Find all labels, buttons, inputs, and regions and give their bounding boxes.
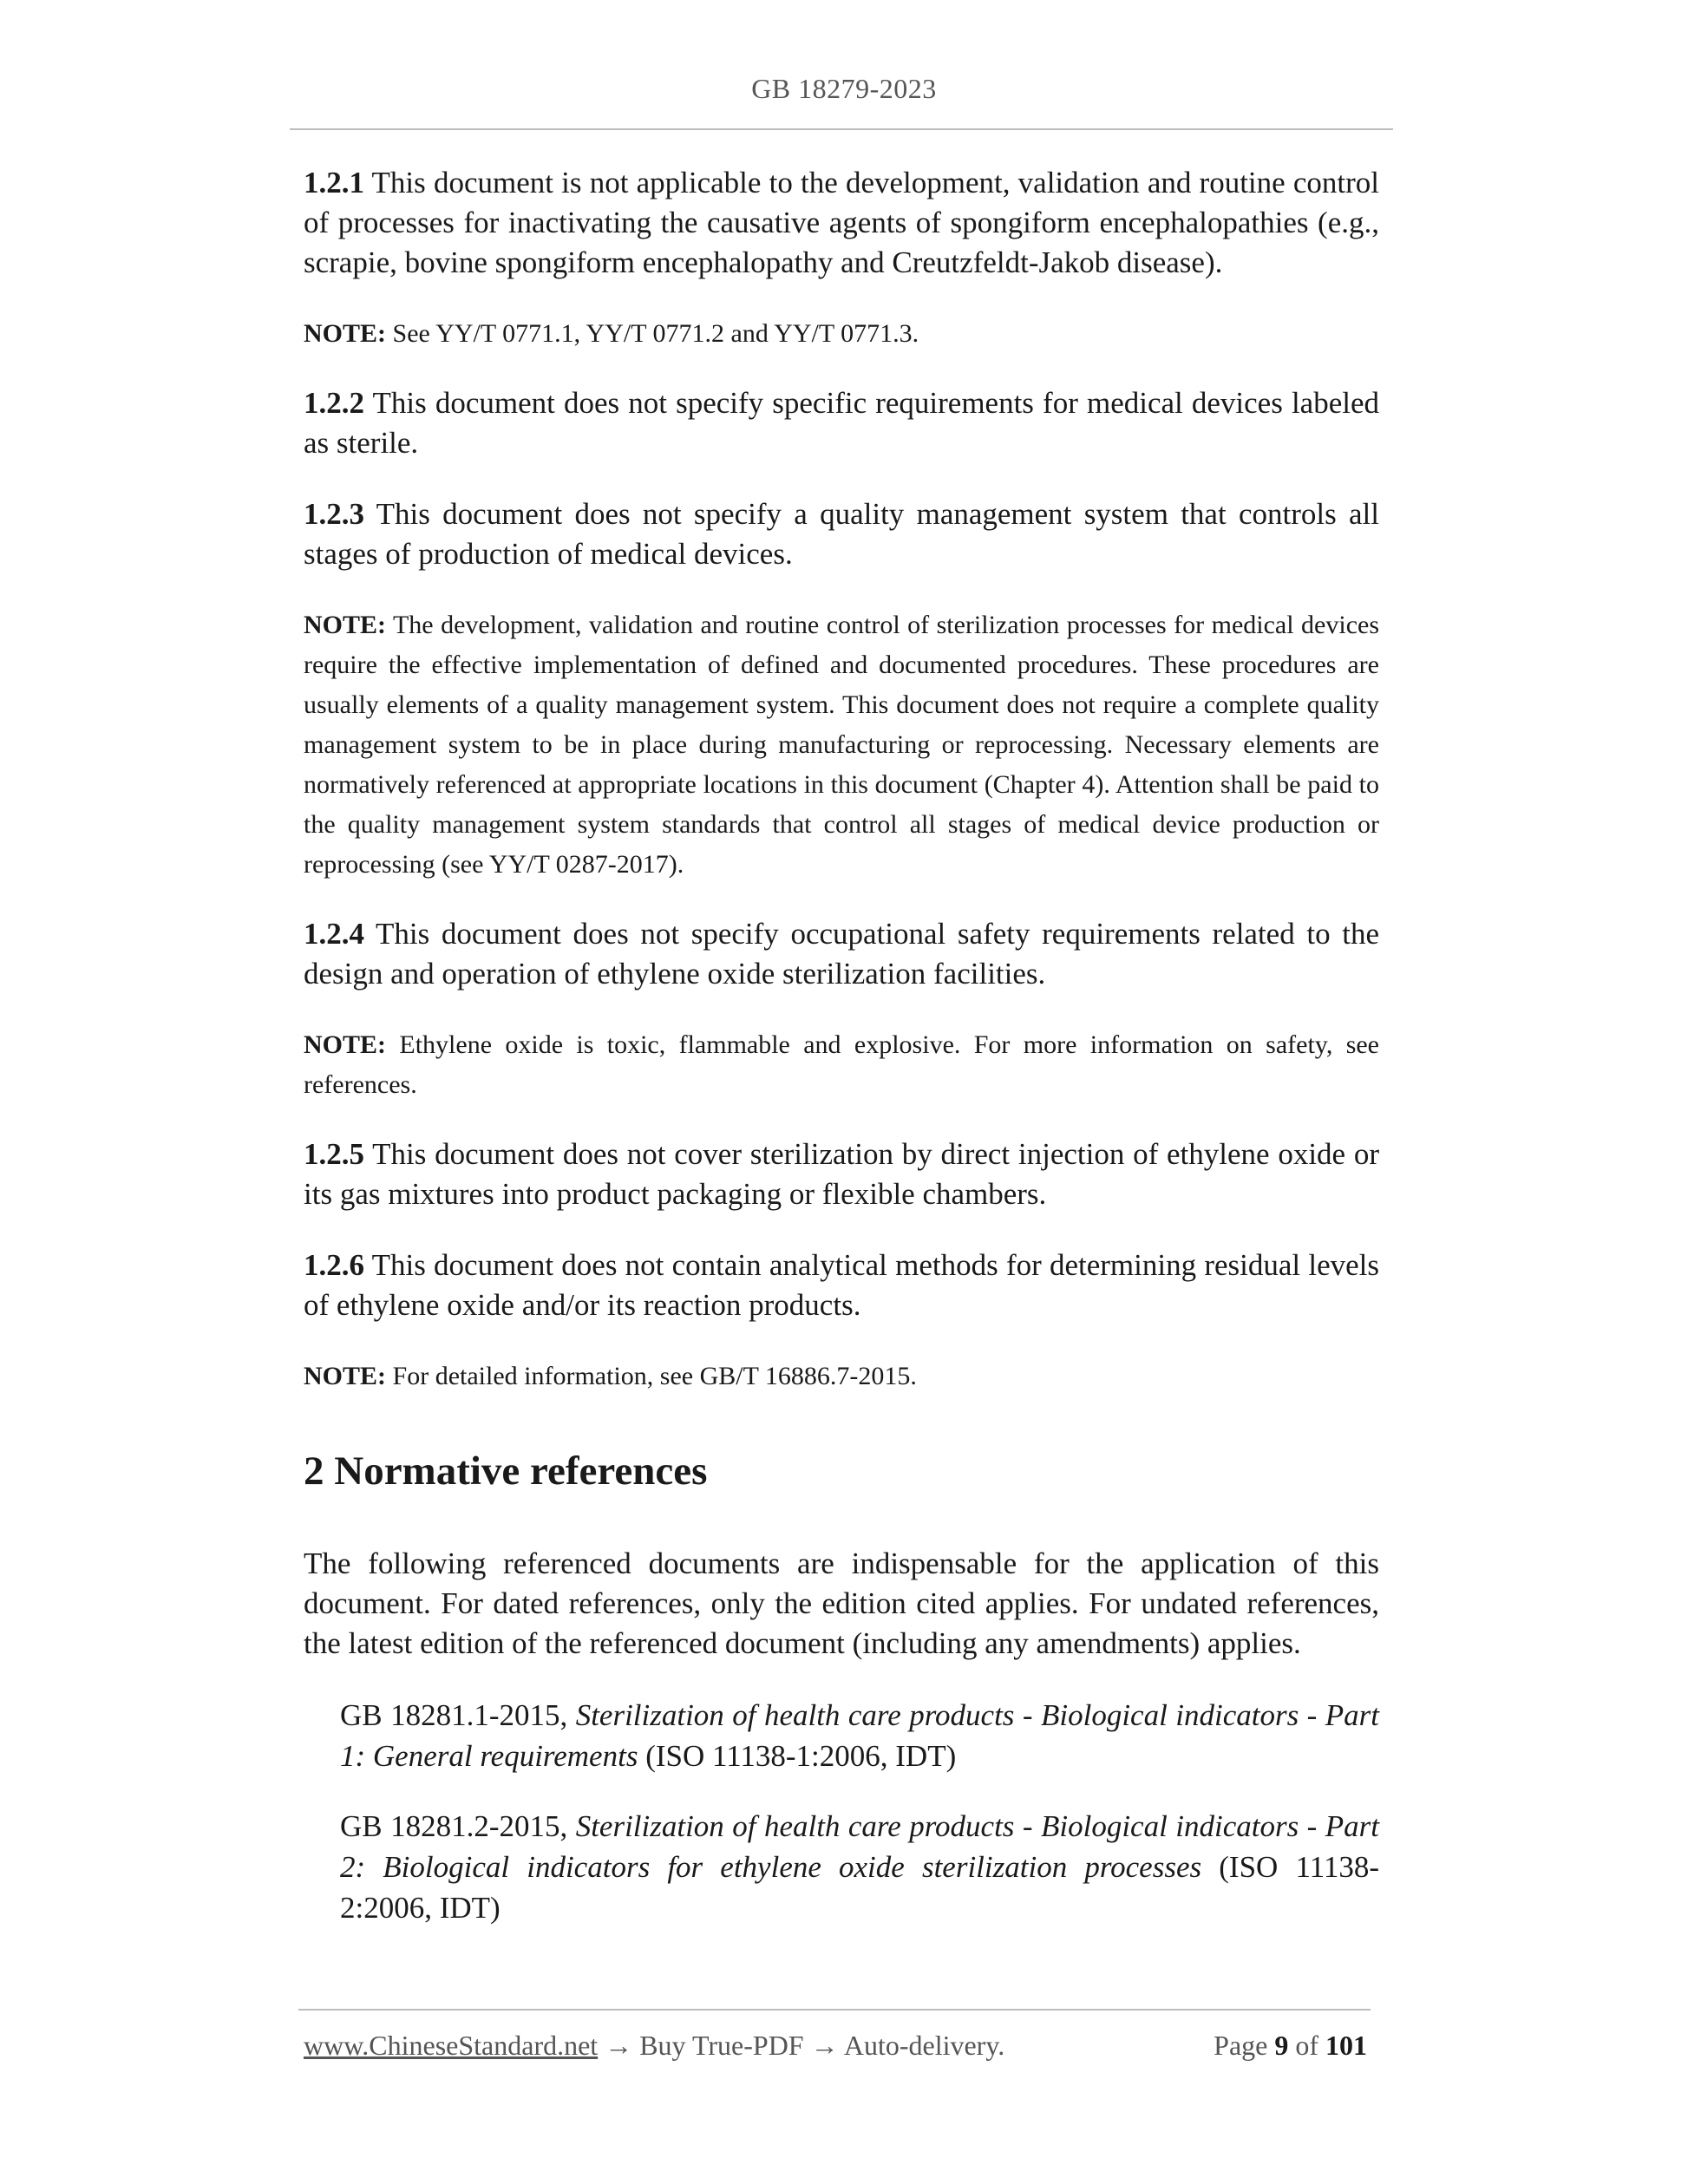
reference-item	[340, 1806, 1379, 1928]
note-label: NOTE:	[304, 319, 387, 348]
reference-code: GB 18281.2-2015,	[340, 1809, 576, 1843]
note-text: See YY/T 0771.1, YY/T 0771.2 and YY/T 0771.3.	[386, 319, 919, 348]
clause-1-2-1	[304, 163, 1379, 283]
clause-text: This document does not specify occupational safety requirements related to the design and operation of ethylene oxide sterilization facilities.	[304, 917, 1379, 991]
note-3	[304, 1025, 1379, 1105]
note-4	[304, 1357, 1379, 1396]
page-footer	[304, 2030, 1367, 2062]
footer-promo	[304, 2030, 1004, 2062]
clause-1-2-3	[304, 494, 1379, 574]
section-heading-normative-references: 2 Normative references	[304, 1448, 708, 1494]
note-label: NOTE:	[304, 1030, 387, 1059]
clause-number: 1.2.6	[304, 1248, 364, 1282]
clause-text: This document does not contain analytical methods for determining residual levels of ethylene oxide and/or its reaction products.	[304, 1248, 1379, 1322]
clause-number: 1.2.2	[304, 386, 364, 420]
reference-suffix: (ISO 11138-2:2006, IDT)	[340, 1850, 1380, 1925]
current-page: 9	[1274, 2030, 1289, 2061]
page-label: Page	[1214, 2030, 1275, 2061]
clause-1-2-4	[304, 914, 1379, 994]
note-1	[304, 314, 1379, 354]
clause-text: This document does not specify a quality management system that controls all stages of production of medical devices.	[304, 497, 1379, 571]
footer-divider	[298, 2009, 1371, 2011]
document-body	[304, 163, 1379, 1958]
reference-item	[340, 1695, 1379, 1776]
clause-1-2-2	[304, 383, 1379, 463]
page-header: GB 18279-2023	[751, 73, 937, 104]
page-of-label: of	[1288, 2030, 1325, 2061]
note-text: Ethylene oxide is toxic, flammable and explosive. For more information on safety, see references.	[304, 1030, 1379, 1099]
clause-number: 1.2.3	[304, 497, 364, 531]
clause-text: This document does not cover sterilization by direct injection of ethylene oxide or its gas mixtures into product packaging or flexible chambers.	[304, 1137, 1379, 1211]
header-divider	[290, 128, 1393, 130]
reference-title: Sterilization of health care products - Biological indicators - Part 2: Biological indicators for ethylene oxide sterilization processes	[340, 1809, 1379, 1884]
clause-number: 1.2.1	[304, 166, 364, 199]
clause-1-2-6	[304, 1246, 1379, 1325]
note-text: The development, validation and routine control of sterilization processes for medical devices require the effective implementation of defined and documented procedures. These procedures are usually elements of a quality management system. This document does not require a complete quality management system to be in place during manufacturing or reprocessing. Necessary elements are normatively referenced at appropriate locations in this document (Chapter 4). Attention shall be paid to the quality management system standards that control all stages of medical device production or reprocessing (see YY/T 0287-2017).	[304, 611, 1379, 879]
note-label: NOTE:	[304, 1362, 387, 1390]
promo-text: → Buy True-PDF → Auto-delivery.	[598, 2030, 1005, 2061]
note-2	[304, 605, 1379, 885]
page-number	[1214, 2030, 1367, 2062]
note-text: For detailed information, see GB/T 16886.7-2015.	[386, 1362, 917, 1390]
note-label: NOTE:	[304, 611, 387, 639]
clause-number: 1.2.5	[304, 1137, 364, 1171]
site-link[interactable]: www.ChineseStandard.net	[304, 2030, 599, 2061]
clause-text: This document does not specify specific requirements for medical devices labeled as sterile.	[304, 386, 1379, 460]
reference-suffix: (ISO 11138-1:2006, IDT)	[638, 1739, 957, 1773]
clause-text: This document is not applicable to the development, validation and routine control of processes for inactivating the causative agents of spongiform encephalopathies (e.g., scrapie, bovine spongiform encephalopathy and Creutzfeldt-Jakob disease).	[304, 166, 1379, 279]
clause-1-2-5	[304, 1135, 1379, 1214]
section-intro: The following referenced documents are indispensable for the application of this document. For dated references, only the edition cited applies. For undated references, the latest edition of the referenced document (including any amendments) applies.	[304, 1546, 1379, 1660]
reference-code: GB 18281.1-2015,	[340, 1698, 576, 1732]
total-pages: 101	[1325, 2030, 1367, 2061]
clause-number: 1.2.4	[304, 917, 364, 951]
reference-title: Sterilization of health care products - Biological indicators - Part 1: General requirements	[340, 1698, 1379, 1773]
